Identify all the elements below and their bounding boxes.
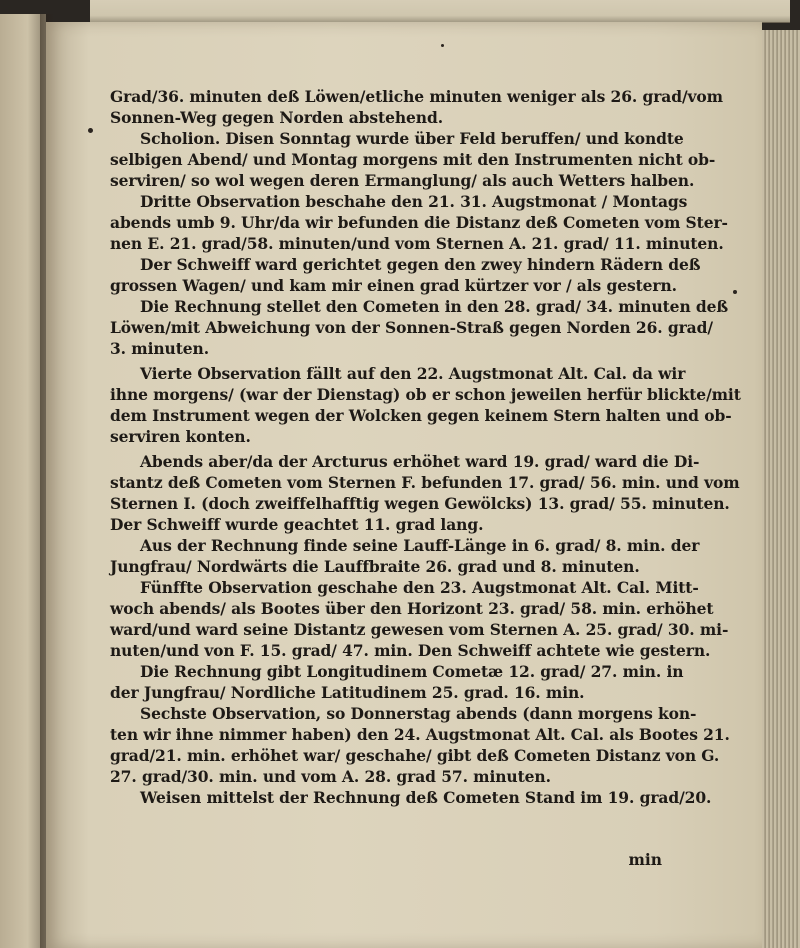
text-line: Abends aber/da der Arcturus erhöhet ward 19. grad/ ward die Di- bbox=[140, 452, 700, 471]
text-line: Vierte Observation fällt auf den 22. Augstmonat Alt. Cal. da wir bbox=[140, 364, 686, 383]
text-line: ihne morgens/ (war der Dienstag) ob er schon jeweilen herfür blickte/mit bbox=[110, 385, 741, 404]
ink-speck bbox=[733, 290, 737, 294]
text-line: Fünffte Observation geschahe den 23. Augstmonat Alt. Cal. Mitt- bbox=[140, 578, 699, 597]
text-line: grad/21. min. erhöhet war/ geschahe/ gibt deß Cometen Distanz von G. bbox=[110, 746, 720, 765]
text-line: Weisen mittelst der Rechnung deß Cometen Stand im 19. grad/20. bbox=[140, 788, 712, 807]
page-top-edge bbox=[90, 0, 790, 23]
text-line: nen E. 21. grad/58. minuten/und vom Sternen A. 21. grad/ 11. minuten. bbox=[110, 234, 724, 253]
text-line: grossen Wagen/ und kam mir einen grad kürtzer vor / als gestern. bbox=[110, 276, 677, 295]
text-line: Die Rechnung stellet den Cometen in den 28. grad/ 34. minuten deß bbox=[140, 297, 729, 316]
margin-mark bbox=[88, 128, 93, 133]
text-line: ward/und ward seine Distantz gewesen vom Sternen A. 25. grad/ 30. mi- bbox=[110, 620, 729, 639]
text-line: Sechste Observation, so Donnerstag abends (dann morgens kon- bbox=[140, 704, 697, 723]
text-line: 3. minuten. bbox=[110, 339, 209, 358]
text-line: Scholion. Disen Sonntag wurde über Feld beruffen/ und kondte bbox=[140, 129, 684, 148]
text-line: Dritte Observation beschahe den 21. 31. Augstmonat / Montags bbox=[140, 192, 688, 211]
text-line: Aus der Rechnung finde seine Lauff-Länge in 6. grad/ 8. min. der bbox=[140, 536, 700, 555]
text-line: Der Schweiff wurde geachtet 11. grad lang. bbox=[110, 515, 484, 534]
text-line: serviren konten. bbox=[110, 427, 251, 446]
page-stack-edge bbox=[762, 30, 800, 948]
text-line: serviren/ so wol wegen deren Ermanglung/ als auch Wetters halben. bbox=[110, 171, 695, 190]
ink-speck bbox=[441, 44, 444, 47]
text-line: Sternen I. (doch zweiffelhafftig wegen Gewölcks) 13. grad/ 55. minuten. bbox=[110, 494, 730, 513]
text-line: Löwen/mit Abweichung von der Sonnen-Straß gegen Norden 26. grad/ bbox=[110, 318, 713, 337]
text-line: Grad/36. minuten deß Löwen/etliche minuten weniger als 26. grad/vom bbox=[110, 87, 723, 106]
text-line: selbigen Abend/ und Montag morgens mit den Instrumenten nicht ob- bbox=[110, 150, 716, 169]
text-line: ten wir ihne nimmer haben) den 24. Augstmonat Alt. Cal. als Bootes 21. bbox=[110, 725, 730, 744]
text-line: Sonnen-Weg gegen Norden abstehend. bbox=[110, 108, 443, 127]
catchword: min bbox=[628, 850, 662, 869]
page-text bbox=[110, 86, 741, 808]
text-line: abends umb 9. Uhr/da wir befunden die Distanz deß Cometen vom Ster- bbox=[110, 213, 728, 232]
text-line: nuten/und von F. 15. grad/ 47. min. Den Schweiff achtete wie gestern. bbox=[110, 641, 711, 660]
text-line: stantz deß Cometen vom Sternen F. befunden 17. grad/ 56. min. und vom bbox=[110, 473, 740, 492]
text-line: Der Schweiff ward gerichtet gegen den zwey hindern Rädern deß bbox=[140, 255, 701, 274]
text-line: der Jungfrau/ Nordliche Latitudinem 25. grad. 16. min. bbox=[110, 683, 585, 702]
text-line: dem Instrument wegen der Wolcken gegen keinem Stern halten und ob- bbox=[110, 406, 732, 425]
text-line: woch abends/ als Bootes über den Horizont 23. grad/ 58. min. erhöhet bbox=[110, 599, 714, 618]
text-line: Die Rechnung gibt Longitudinem Cometæ 12. grad/ 27. min. in bbox=[140, 662, 684, 681]
text-line: Jungfrau/ Nordwärts die Lauffbraite 26. grad und 8. minuten. bbox=[110, 557, 640, 576]
text-line: 27. grad/30. min. und vom A. 28. grad 57. minuten. bbox=[110, 767, 551, 786]
